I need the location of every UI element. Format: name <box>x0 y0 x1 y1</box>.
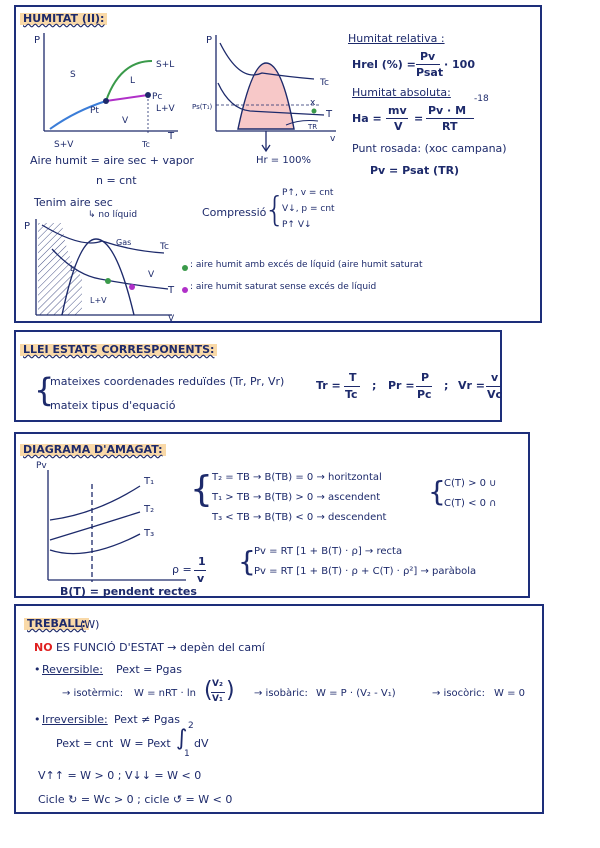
amagat-diagram <box>36 461 186 584</box>
curve-t1 <box>50 486 140 520</box>
iso-b-eq: W = P · (V₂ - V₁) <box>316 688 396 699</box>
n-cnt: n = cnt <box>96 174 137 187</box>
amagat-section <box>14 432 530 598</box>
iso-t-paren-r: ) <box>226 678 235 703</box>
svg-text:P: P <box>206 35 213 46</box>
tenim-aire-sec: Tenim aire sec <box>34 196 113 209</box>
pr-lhs: Pr = <box>388 379 415 392</box>
int-lower: 1 <box>184 749 190 759</box>
label-sl: S+L <box>156 60 175 70</box>
rho-bar <box>194 570 206 571</box>
comp3: P↑ V↓ <box>282 220 312 230</box>
hr-100: Hr = 100% <box>256 155 311 166</box>
bt-label: B(T) = pendent rectes <box>60 585 197 598</box>
rev-eq: Pext = Pgas <box>116 663 182 676</box>
integral-sign: ∫ <box>176 726 188 751</box>
amagat-brace3: { <box>238 545 256 578</box>
svg-text:TR: TR <box>308 123 318 131</box>
rho-num: 1 <box>198 555 206 568</box>
humitat-section <box>14 5 542 323</box>
irr-eq: Pext ≠ Pgas <box>114 713 180 726</box>
label-t: T <box>168 131 175 142</box>
triple-point <box>103 98 109 104</box>
purple-dot <box>182 287 188 293</box>
phase-diagram-3 <box>22 219 182 323</box>
pv-eq: Pv = Psat (TR) <box>370 164 460 177</box>
vr-den: Vc <box>487 388 503 401</box>
ha-den1: V <box>394 120 403 133</box>
iso-b-label: → isobàric: <box>254 688 308 699</box>
llei-line2: mateix tipus d'equació <box>50 399 176 412</box>
llei-brace: { <box>34 371 55 409</box>
tr-lhs: Tr = <box>316 379 341 392</box>
ha-bar2 <box>426 118 474 119</box>
int-upper: 2 <box>188 721 194 731</box>
label-s: S <box>70 70 76 80</box>
aire-humit: Aire humit = aire sec + vapor <box>30 154 194 167</box>
rho-lhs: ρ = <box>172 563 192 576</box>
pr-bar <box>416 386 432 387</box>
iso-t-bar <box>211 692 225 693</box>
legend-green: : aire humit amb excés de líquid (aire humit saturat <box>190 260 423 270</box>
iso-t-num: V₂ <box>212 679 223 689</box>
w-eq: W = Pext <box>120 737 171 750</box>
critical-isotherm <box>220 43 314 79</box>
sep1: ; <box>372 379 377 392</box>
tr-den: Tc <box>345 388 358 401</box>
humitat-relativa-title: Humitat relativa : <box>348 32 445 45</box>
c-pos: C(T) > 0 ∪ <box>444 478 497 489</box>
phase-diagram-1 <box>30 31 180 151</box>
label-pt: Pt <box>90 106 99 116</box>
svg-text:T: T <box>326 109 333 120</box>
svg-text:T₁: T₁ <box>144 476 155 487</box>
treball-title: TREBALL: <box>24 618 89 630</box>
svg-text:Pv: Pv <box>36 461 47 471</box>
rule1: T₂ = TB → B(TB) = 0 → horitzontal <box>212 472 382 483</box>
pr-den: Pc <box>417 388 432 401</box>
vaporization-curve <box>106 95 148 101</box>
rho-den: v <box>197 572 205 585</box>
sep2: ; <box>444 379 449 392</box>
ha-eq: = <box>414 112 424 125</box>
rule2: T₁ > TB → B(TB) > 0 → ascendent <box>212 492 381 503</box>
iso-c-eq: W = 0 <box>494 688 525 699</box>
humitat-absoluta-title: Humitat absoluta: <box>352 86 451 99</box>
svg-text:V: V <box>148 270 155 280</box>
svg-text:T₂: T₂ <box>144 504 155 515</box>
llei-line1: mateixes coordenades reduïdes (Tr, Pr, Vr) <box>50 375 285 388</box>
ha-num1: mv <box>388 104 407 117</box>
no-word: NO <box>34 641 53 654</box>
legend-purple: : aire humit saturat sense excés de líquid <box>190 282 377 292</box>
ha-lhs: Ha = <box>352 112 382 125</box>
svg-text:T: T <box>168 285 175 296</box>
pext-cnt: Pext = cnt <box>56 737 114 750</box>
tr-num: T <box>349 371 357 384</box>
rev-bullet: • <box>34 663 41 676</box>
comp1: P↑, v = cnt <box>282 188 334 198</box>
vr-bar <box>486 386 500 387</box>
ha-num2: Pv · M <box>428 104 467 117</box>
svg-text:L+V: L+V <box>90 296 107 305</box>
ha-bar1 <box>386 118 408 119</box>
label-v: V <box>122 116 129 126</box>
dv: dV <box>194 737 209 750</box>
phase-diagram-2 <box>190 33 340 153</box>
critical-point <box>145 92 151 98</box>
label-pc: Pc <box>152 92 163 102</box>
no-rest: ES FUNCIÓ D'ESTAT → depèn del camí <box>56 641 265 654</box>
ha-exp: -18 <box>474 94 489 104</box>
iso-t-eq: W = nRT · ln <box>134 688 196 699</box>
tr-bar <box>344 386 360 387</box>
hrel-den: Psat <box>416 66 444 79</box>
punt-rosada: Punt rosada: (xoc campana) <box>352 142 507 155</box>
vw-line1: V↑↑ = W > 0 ; V↓↓ = W < 0 <box>38 769 202 782</box>
pr-num: P <box>421 371 430 384</box>
amagat-brace1: { <box>190 469 213 510</box>
treball-w: (W) <box>80 618 100 631</box>
vw-line2: Cicle ↻ = Wc > 0 ; cicle ↺ = W < 0 <box>38 793 233 806</box>
hrel-tail: · 100 <box>444 58 475 71</box>
label-lv: L+V <box>156 104 175 114</box>
comp-brace: { <box>264 190 286 230</box>
treball-section <box>14 604 544 814</box>
label-tc: Tc <box>142 140 150 149</box>
c-neg: C(T) < 0 ∩ <box>444 498 497 509</box>
svg-text:V: V <box>168 314 175 324</box>
svg-text:Ps(T₁): Ps(T₁) <box>192 103 213 111</box>
vr-num: v <box>491 371 499 384</box>
saturation-bell <box>238 63 294 129</box>
svg-text:v: v <box>330 134 336 144</box>
vr-lhs: Vr = <box>458 379 485 392</box>
ha-den2: RT <box>442 120 458 133</box>
amagat-title: DIAGRAMA D'AMAGAT: <box>20 444 166 456</box>
svg-text:P: P <box>24 221 31 232</box>
irr-bullet: • <box>34 713 41 726</box>
llei-title: LLEI ESTATS CORRESPONENTS: <box>20 344 217 356</box>
green-dot <box>182 265 188 271</box>
no-liquid: ↳ no líquid <box>88 210 138 220</box>
label-sv: S+V <box>54 140 74 150</box>
hrel-num: Pv <box>420 50 436 63</box>
iso-t-paren-l: ( <box>204 678 213 703</box>
iso-t-den: V₁ <box>212 694 223 704</box>
comp2: V↓, p = cnt <box>282 204 335 214</box>
label-l: L <box>130 76 136 86</box>
iso-t-label: → isotèrmic: <box>62 688 124 699</box>
svg-text:T₃: T₃ <box>144 528 155 539</box>
compressio: Compressió <box>202 206 267 219</box>
eq-parabola: Pv = RT [1 + B(T) · ρ + C(T) · ρ²] → paràbola <box>254 566 477 577</box>
svg-text:Tc: Tc <box>160 242 169 252</box>
iso-c-label: → isocòric: <box>432 688 486 699</box>
rule3: T₃ < TB → B(TB) < 0 → descendent <box>212 512 387 523</box>
svg-text:x: x <box>310 98 316 108</box>
hrel-bar <box>416 64 440 65</box>
humitat-title: HUMITAT (II): <box>20 13 107 25</box>
rev-label: Reversible: <box>42 663 104 676</box>
svg-text:Tc: Tc <box>320 78 329 88</box>
label-p: P <box>34 35 41 46</box>
svg-text:L: L <box>70 264 75 273</box>
llei-section <box>14 330 502 422</box>
irr-label: Irreversible: <box>42 713 108 726</box>
curve-t2 <box>50 512 140 540</box>
svg-text:Gas: Gas <box>116 238 132 247</box>
hrel-lhs: Hrel (%) = <box>352 58 416 71</box>
eq-recta: Pv = RT [1 + B(T) · ρ] → recta <box>254 546 403 557</box>
curve-t3 <box>50 534 140 554</box>
amagat-brace2: { <box>428 475 446 508</box>
